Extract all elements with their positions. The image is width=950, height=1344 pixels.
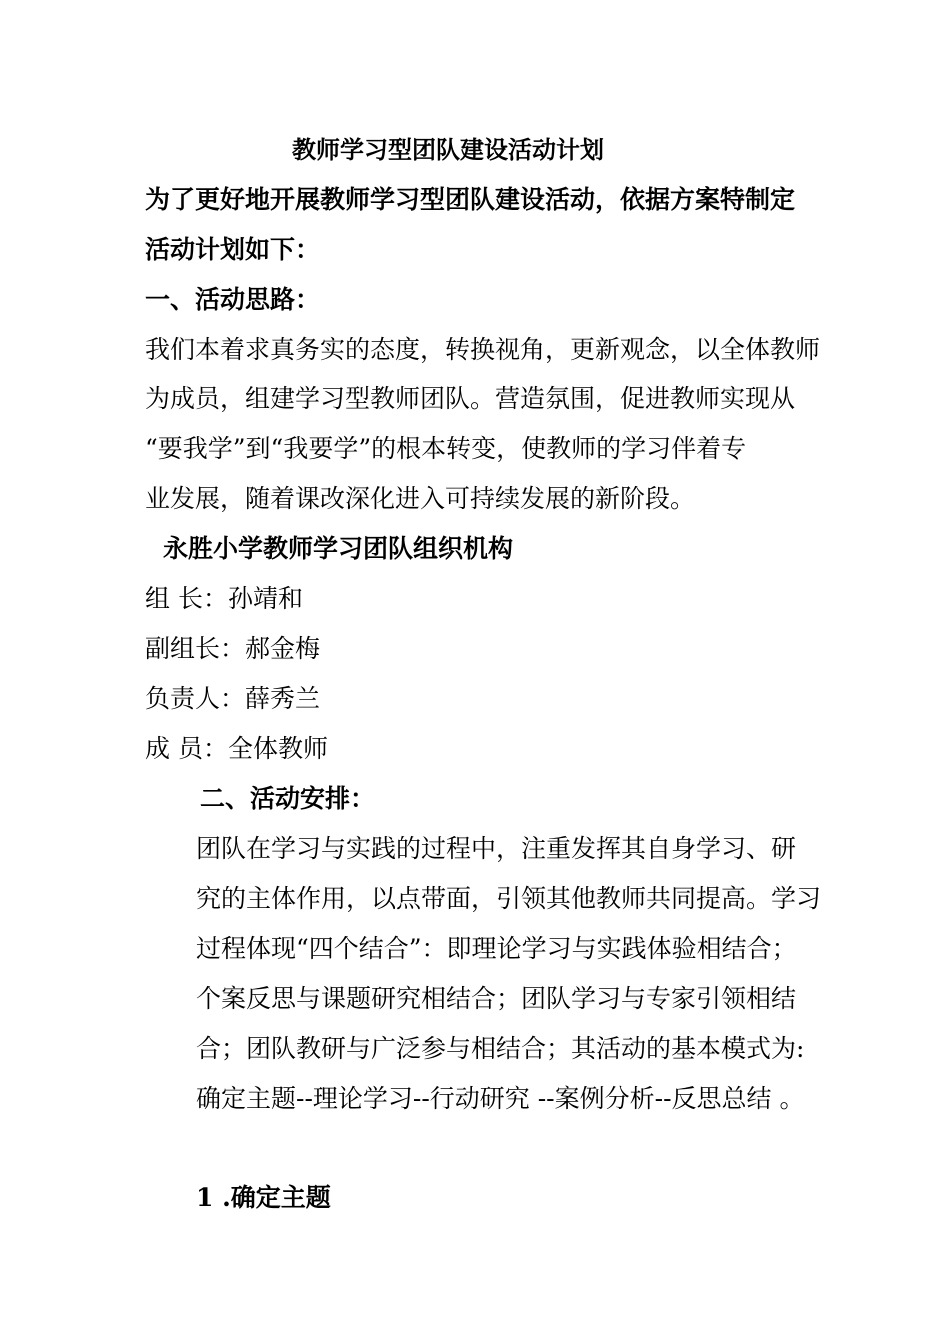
- section1-paragraph-line-3: “要我学”到“我要学”的根本转变，使教师的学习伴着专: [145, 434, 747, 463]
- organization-member-all: 成 员：全体教师: [145, 734, 328, 763]
- organization-member-leader: 组 长：孙靖和: [145, 584, 303, 613]
- section1-paragraph-line-1: 我们本着求真务实的态度，转换视角，更新观念，以全体教师: [145, 335, 821, 364]
- section2-paragraph-line-6: 确定主题--理论学习--行动研究 --案例分析--反思总结 。: [196, 1084, 805, 1113]
- section1-paragraph-line-2: 为成员，组建学习型教师团队。营造氛围，促进教师实现从: [145, 384, 796, 413]
- section2-paragraph-line-1: 团队在学习与实践的过程中，注重发挥其自身学习、研: [196, 834, 797, 863]
- section1-heading: 一、活动思路：: [145, 285, 321, 314]
- intro-line-2: 活动计划如下：: [145, 235, 321, 264]
- section2-heading: 二、活动安排：: [200, 784, 376, 813]
- intro-line-1: 为了更好地开展教师学习型团队建设活动，依据方案特制定: [145, 185, 796, 214]
- document-title: 教师学习型团队建设活动计划: [292, 135, 604, 164]
- section2-paragraph-line-2: 究的主体作用，以点带面，引领其他教师共同提高。学习: [196, 884, 822, 913]
- section1-paragraph-line-4: 业发展，随着课改深化进入可持续发展的新阶段。: [145, 484, 696, 513]
- organization-member-deputy: 副组长：郝金梅: [145, 634, 321, 663]
- organization-member-responsible: 负责人：薛秀兰: [145, 684, 321, 713]
- organization-heading: 永胜小学教师学习团队组织机构: [163, 534, 514, 563]
- subsection1-heading: 1 .确定主题: [196, 1183, 331, 1212]
- section2-paragraph-line-3: 过程体现“四个结合”：即理论学习与实践体验相结合；: [196, 934, 797, 963]
- section2-paragraph-line-5: 合；团队教研与广泛参与相结合；其活动的基本模式为:: [196, 1034, 805, 1063]
- section2-paragraph-line-4: 个案反思与课题研究相结合；团队学习与专家引领相结: [196, 984, 797, 1013]
